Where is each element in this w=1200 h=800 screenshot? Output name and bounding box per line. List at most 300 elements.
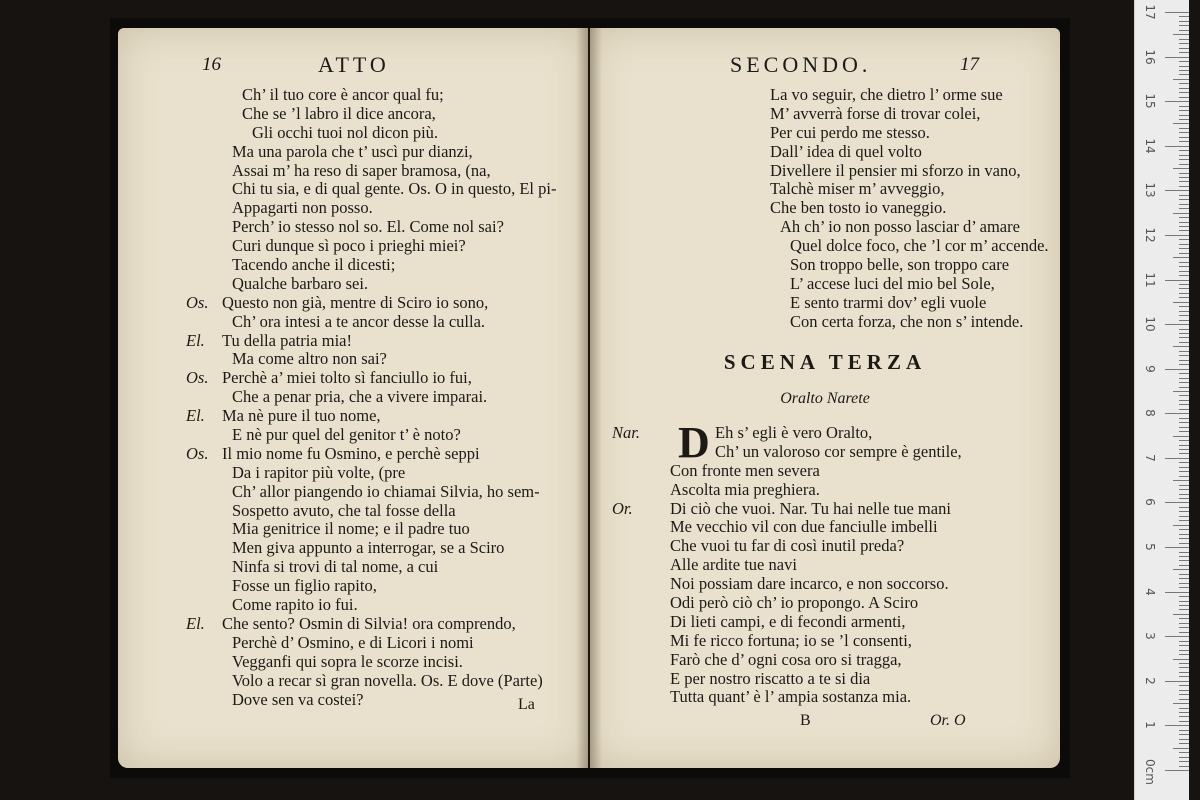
ruler-label: 3 [1143, 632, 1157, 641]
text-line [118, 237, 588, 256]
text-line [590, 632, 1060, 651]
verse-text: Divellere il pensier mi sforzo in vano, [770, 160, 1021, 180]
ruler-minor-tick [1179, 699, 1189, 700]
left-page [118, 28, 588, 768]
ruler-minor-tick [1179, 16, 1189, 17]
verse-text: Come rapito io fui. [232, 595, 358, 615]
ruler-minor-tick [1179, 739, 1189, 740]
verse-text: Fosse un figlio rapito, [232, 576, 377, 596]
ruler-tick [1165, 681, 1189, 682]
verse-text: E sento trarmi dov’ egli vuole [790, 292, 987, 312]
ruler-minor-tick [1179, 297, 1189, 298]
text-line [590, 124, 1060, 143]
ruler-tick [1165, 592, 1189, 593]
ruler-minor-tick [1179, 676, 1189, 677]
ruler-minor-tick [1179, 462, 1189, 463]
ruler-minor-tick [1179, 663, 1189, 664]
ruler-label: 12 [1143, 227, 1157, 243]
text-line [118, 313, 588, 332]
drop-cap: D [678, 418, 710, 467]
verse-text: Vegganfi qui sopra le scorze incisi. [232, 651, 463, 671]
ruler-label: 10 [1143, 316, 1157, 332]
open-book [110, 18, 1070, 778]
ruler-minor-tick [1179, 618, 1189, 619]
text-line [118, 218, 588, 237]
ruler-minor-tick [1179, 92, 1189, 93]
right-text-block-bottom [590, 424, 1060, 707]
ruler-label: 6 [1143, 498, 1157, 507]
ruler-minor-tick [1179, 30, 1189, 31]
verse-text: Noi possiam dare incarco, e non soccorso. [670, 574, 949, 594]
left-catchword: La [518, 696, 535, 713]
verse-text: Qualche barbaro sei. [232, 273, 369, 293]
ruler-minor-tick [1179, 222, 1189, 223]
text-line [590, 613, 1060, 632]
ruler-minor-tick [1179, 552, 1189, 553]
verse-text: M’ avverrà forse di trovar colei, [770, 103, 981, 123]
text-line [590, 556, 1060, 575]
ruler-tick [1165, 458, 1189, 459]
ruler-minor-tick [1179, 106, 1189, 107]
ruler-minor-tick [1179, 61, 1189, 62]
ruler-label: 5 [1143, 543, 1157, 551]
verse-text: Perchè a’ miei tolto sì fanciullo io fui, [222, 368, 472, 388]
ruler-minor-tick [1179, 507, 1189, 508]
ruler-minor-tick [1179, 284, 1189, 285]
text-line [590, 105, 1060, 124]
verse-text: Ch’ un valoroso cor sempre è gentile, [715, 441, 962, 461]
ruler-minor-tick [1179, 418, 1189, 419]
ruler-minor-tick [1179, 186, 1189, 187]
ruler-minor-tick [1179, 672, 1189, 673]
ruler-minor-tick [1179, 351, 1189, 352]
ruler-minor-tick [1179, 422, 1189, 423]
ruler-minor-tick [1179, 409, 1189, 410]
text-line [118, 483, 588, 502]
text-line [118, 653, 588, 672]
text-line [118, 520, 588, 539]
ruler-minor-tick [1179, 83, 1189, 84]
text-line [590, 575, 1060, 594]
ruler-minor-tick [1179, 244, 1189, 245]
ruler-minor-tick [1173, 480, 1189, 481]
verse-text: Ma nè pure il tuo nome, [222, 406, 381, 426]
speaker-label: Os. [186, 443, 209, 463]
text-line [118, 502, 588, 521]
text-line [590, 670, 1060, 689]
ruler-minor-tick [1179, 609, 1189, 610]
ruler-minor-tick [1179, 150, 1189, 151]
verse-text: Ah ch’ io non posso lasciar d’ amare [780, 217, 1020, 237]
verse-text: Per cui perdo me stesso. [770, 122, 930, 142]
ruler-minor-tick [1179, 516, 1189, 517]
ruler-minor-tick [1179, 529, 1189, 530]
ruler-minor-tick [1179, 605, 1189, 606]
left-page-number: 16 [202, 54, 221, 75]
text-line [590, 275, 1060, 294]
ruler-label: 1 [1143, 721, 1157, 730]
ruler-minor-tick [1173, 525, 1189, 526]
ruler-minor-tick [1179, 275, 1189, 276]
ruler-minor-tick [1179, 520, 1189, 521]
ruler-minor-tick [1179, 427, 1189, 428]
speaker-label: Or. [612, 498, 633, 518]
ruler-minor-tick [1179, 97, 1189, 98]
ruler-minor-tick [1173, 168, 1189, 169]
text-line [118, 275, 588, 294]
verse-text: Ascolta mia preghiera. [670, 479, 820, 499]
ruler-minor-tick [1179, 716, 1189, 717]
ruler-minor-tick [1179, 587, 1189, 588]
ruler-label: 17 [1143, 4, 1157, 20]
verse-text: E per nostro riscatto a te si dia [670, 668, 871, 688]
verse-text: Son troppo belle, son troppo care [790, 255, 1010, 275]
verse-text: Odi però ciò ch’ io propongo. A Sciro [670, 593, 919, 613]
verse-text: Mia genitrice il nome; e il padre tuo [232, 519, 470, 539]
ruler-minor-tick [1179, 43, 1189, 44]
ruler-minor-tick [1179, 560, 1189, 561]
ruler-minor-tick [1179, 177, 1189, 178]
verse-text: Ch’ il tuo core è ancor qual fu; [242, 85, 444, 104]
verse-text: Talchè miser m’ avveggio, [770, 179, 945, 199]
verse-text: Curi dunque sì poco i prieghi miei? [232, 236, 466, 256]
ruler-minor-tick [1179, 752, 1189, 753]
ruler-minor-tick [1179, 574, 1189, 575]
speaker-label: El. [186, 406, 205, 426]
ruler-minor-tick [1179, 266, 1189, 267]
verse-text: Che se ’l labro il dice ancora, [242, 103, 436, 123]
ruler-minor-tick [1179, 364, 1189, 365]
ruler-minor-tick [1179, 387, 1189, 388]
ruler-minor-tick [1179, 355, 1189, 356]
ruler-minor-tick [1179, 208, 1189, 209]
ruler-minor-tick [1179, 115, 1189, 116]
ruler-minor-tick [1179, 110, 1189, 111]
ruler-minor-tick [1179, 333, 1189, 334]
ruler-label: 7 [1143, 454, 1157, 462]
verse-text: Dall’ idea di quel volto [770, 141, 922, 161]
ruler-tick [1165, 502, 1189, 503]
ruler-tick [1165, 324, 1189, 325]
text-line [118, 332, 588, 351]
ruler-tick [1165, 235, 1189, 236]
ruler-label: 2 [1143, 676, 1157, 685]
right-page [590, 28, 1060, 768]
ruler-label: 9 [1143, 364, 1157, 373]
text-line [590, 594, 1060, 613]
ruler-minor-tick [1179, 431, 1189, 432]
ruler-minor-tick [1179, 66, 1189, 67]
ruler-minor-tick [1179, 445, 1189, 446]
ruler-minor-tick [1179, 708, 1189, 709]
ruler-minor-tick [1179, 578, 1189, 579]
verse-text: Ma una parola che t’ uscì pur dianzi, [232, 141, 473, 161]
ruler-minor-tick [1179, 685, 1189, 686]
ruler-minor-tick [1179, 650, 1189, 651]
right-page-number: 17 [960, 54, 979, 75]
ruler-minor-tick [1179, 654, 1189, 655]
ruler-tick [1165, 547, 1189, 548]
verse-text: Con certa forza, che non s’ intende. [790, 311, 1024, 331]
verse-text: Che a penar pria, che a vivere imparai. [232, 387, 488, 407]
speaker-label: Os. [186, 368, 209, 388]
ruler-minor-tick [1179, 730, 1189, 731]
ruler-minor-tick [1179, 342, 1189, 343]
verse-text: Quel dolce foco, che ’l cor m’ accende. [790, 236, 1049, 256]
ruler-minor-tick [1179, 596, 1189, 597]
ruler-minor-tick [1179, 632, 1189, 633]
ruler-minor-tick [1179, 378, 1189, 379]
ruler-minor-tick [1179, 25, 1189, 26]
text-line [118, 86, 588, 105]
ruler-minor-tick [1179, 556, 1189, 557]
ruler-minor-tick [1179, 382, 1189, 383]
text-line [590, 443, 1060, 462]
ruler-minor-tick [1173, 748, 1189, 749]
text-line [118, 180, 588, 199]
verse-text: Gli occhi tuoi nol dicon più. [252, 122, 439, 142]
text-line [118, 539, 588, 558]
verse-text: Appagarti non posso. [232, 198, 373, 218]
signature-mark: B [800, 712, 811, 729]
verse-text: Eh s’ egli è vero Oralto, [715, 423, 873, 442]
ruler-minor-tick [1179, 70, 1189, 71]
verse-text: Tacendo anche il dicesti; [232, 255, 396, 275]
text-line [590, 500, 1060, 519]
verse-text: Alle ardite tue navi [670, 555, 797, 575]
text-line [118, 577, 588, 596]
ruler-minor-tick [1179, 39, 1189, 40]
text-line [590, 294, 1060, 313]
ruler-minor-tick [1179, 667, 1189, 668]
ruler-minor-tick [1179, 543, 1189, 544]
ruler-label: 13 [1143, 182, 1157, 198]
ruler-minor-tick [1173, 614, 1189, 615]
ruler-minor-tick [1179, 498, 1189, 499]
verse-text: Da i rapitor più volte, (pre [232, 462, 406, 482]
ruler-minor-tick [1179, 494, 1189, 495]
ruler-minor-tick [1179, 52, 1189, 53]
ruler-tick [1165, 413, 1189, 414]
text-line [118, 407, 588, 426]
ruler-minor-tick [1179, 360, 1189, 361]
ruler-minor-tick [1173, 213, 1189, 214]
text-line [118, 445, 588, 464]
verse-text: Chi tu sia, e di qual gente. Os. O in questo, El pi- [232, 179, 557, 199]
ruler-minor-tick [1179, 404, 1189, 405]
ruler-minor-tick [1179, 155, 1189, 156]
verse-text: Me vecchio vil con due fanciulle imbelli [670, 517, 938, 537]
verse-text: Il mio nome fu Osmino, e perchè seppi [222, 443, 480, 463]
ruler-minor-tick [1179, 48, 1189, 49]
verse-text: Tutta quant’ è l’ ampia sostanza mia. [670, 687, 912, 707]
right-running-header: SECONDO. [730, 52, 872, 77]
ruler-minor-tick [1179, 88, 1189, 89]
ruler-minor-tick [1179, 329, 1189, 330]
ruler-minor-tick [1179, 395, 1189, 396]
ruler-minor-tick [1179, 288, 1189, 289]
ruler-minor-tick [1179, 627, 1189, 628]
ruler-minor-tick [1179, 306, 1189, 307]
ruler-minor-tick [1179, 199, 1189, 200]
ruler-minor-tick [1179, 471, 1189, 472]
ruler-minor-tick [1179, 204, 1189, 205]
ruler-minor-tick [1179, 511, 1189, 512]
scene-title: SCENA TERZA [723, 350, 927, 374]
ruler-minor-tick [1179, 164, 1189, 165]
ruler-minor-tick [1173, 703, 1189, 704]
ruler-minor-tick [1173, 659, 1189, 660]
ruler-minor-tick [1179, 761, 1189, 762]
ruler-minor-tick [1179, 583, 1189, 584]
text-line [590, 313, 1060, 332]
verse-text: Sospetto avuto, che tal fosse della [232, 500, 456, 520]
text-line [118, 464, 588, 483]
verse-text: E nè pur quel del genitor t’ è noto? [232, 425, 461, 445]
text-line [118, 162, 588, 181]
ruler-minor-tick [1179, 74, 1189, 75]
ruler-label: 0cm [1143, 759, 1157, 785]
verse-text: Assai m’ ha reso di saper bramosa, (na, [232, 160, 491, 180]
ruler-minor-tick [1179, 538, 1189, 539]
verse-text: Di lieti campi, e di fecondi armenti, [670, 611, 906, 631]
text-line [118, 143, 588, 162]
text-line [590, 424, 1060, 443]
ruler-minor-tick [1179, 132, 1189, 133]
text-line [590, 518, 1060, 537]
text-line [118, 124, 588, 143]
verse-text: Perch’ io stesso nol so. El. Come nol sai? [232, 217, 504, 237]
ruler-minor-tick [1179, 173, 1189, 174]
ruler-minor-tick [1173, 391, 1189, 392]
text-line [590, 237, 1060, 256]
verse-text: L’ accese luci del mio bel Sole, [790, 273, 995, 293]
ruler-minor-tick [1179, 217, 1189, 218]
text-line [590, 143, 1060, 162]
right-text-block-top [590, 86, 1060, 332]
ruler-minor-tick [1173, 302, 1189, 303]
ruler-minor-tick [1179, 467, 1189, 468]
ruler-minor-tick [1179, 119, 1189, 120]
ruler-minor-tick [1179, 181, 1189, 182]
ruler-minor-tick [1173, 346, 1189, 347]
text-line [590, 651, 1060, 670]
ruler-tick [1165, 57, 1189, 58]
speaker-label: Os. [186, 292, 209, 312]
text-line [590, 180, 1060, 199]
ruler-tick [1165, 369, 1189, 370]
ruler-minor-tick [1173, 34, 1189, 35]
ruler-minor-tick [1179, 400, 1189, 401]
text-line [590, 688, 1060, 707]
text-line [590, 537, 1060, 556]
ruler-minor-tick [1173, 123, 1189, 124]
text-line [118, 615, 588, 634]
ruler-label: 14 [1143, 138, 1157, 154]
ruler-minor-tick [1179, 712, 1189, 713]
ruler-minor-tick [1179, 262, 1189, 263]
text-line [118, 350, 588, 369]
ruler-minor-tick [1173, 79, 1189, 80]
ruler-minor-tick [1179, 248, 1189, 249]
verse-text: Con fronte men severa [670, 460, 820, 480]
ruler-label: 4 [1143, 587, 1157, 596]
ruler-tick [1165, 636, 1189, 637]
text-line [118, 256, 588, 275]
ruler-minor-tick [1179, 230, 1189, 231]
verse-text: La vo seguir, che dietro l’ orme sue [770, 85, 1003, 104]
ruler-label: 16 [1143, 48, 1157, 65]
verse-text: Questo non già, mentre di Sciro io sono, [222, 292, 489, 312]
scene-characters: Oralto Narete [780, 390, 870, 407]
ruler-tick [1165, 190, 1189, 191]
verse-text: Di ciò che vuoi. Nar. Tu hai nelle tue mani [670, 498, 951, 518]
ruler-minor-tick [1179, 320, 1189, 321]
verse-text: Mi fe ricco fortuna; io se ’l consenti, [670, 630, 912, 650]
text-line [118, 369, 588, 388]
ruler-minor-tick [1179, 373, 1189, 374]
ruler-minor-tick [1173, 569, 1189, 570]
text-line [590, 481, 1060, 500]
verse-text: Perchè d’ Osmino, e di Licori i nomi [232, 632, 474, 652]
text-line [118, 294, 588, 313]
ruler-minor-tick [1179, 690, 1189, 691]
ruler-tick [1165, 280, 1189, 281]
right-catchword: Or. O [930, 712, 966, 729]
ruler-minor-tick [1179, 293, 1189, 294]
verse-text: Volo a recar sì gran novella. Os. E dove (Parte) [232, 670, 543, 690]
ruler-label: 15 [1143, 93, 1157, 109]
ruler-minor-tick [1179, 311, 1189, 312]
ruler-minor-tick [1179, 476, 1189, 477]
text-line [590, 86, 1060, 105]
ruler-minor-tick [1179, 645, 1189, 646]
ruler-tick [1165, 12, 1189, 13]
ruler-minor-tick [1179, 565, 1189, 566]
text-line [118, 388, 588, 407]
ruler-minor-tick [1179, 128, 1189, 129]
ruler-minor-tick [1179, 141, 1189, 142]
ruler-label: 8 [1143, 409, 1157, 418]
text-line [118, 558, 588, 577]
ruler-minor-tick [1179, 253, 1189, 254]
verse-text: Dove sen va costei? [232, 689, 364, 709]
ruler-minor-tick [1179, 721, 1189, 722]
verse-text: Farò che d’ ogni cosa oro si tragga, [670, 649, 902, 669]
ruler-minor-tick [1179, 453, 1189, 454]
ruler-minor-tick [1179, 485, 1189, 486]
ruler-minor-tick [1173, 436, 1189, 437]
measuring-ruler [1134, 0, 1189, 800]
speaker-label: El. [186, 613, 205, 633]
text-line [118, 634, 588, 653]
ruler-minor-tick [1179, 21, 1189, 22]
ruler-minor-tick [1179, 440, 1189, 441]
left-text-block [118, 86, 588, 709]
text-line [590, 199, 1060, 218]
text-line [118, 105, 588, 124]
text-line [590, 162, 1060, 181]
verse-text: Tu della patria mia! [222, 330, 352, 350]
ruler-tick [1165, 146, 1189, 147]
ruler-minor-tick [1179, 449, 1189, 450]
ruler-tick [1165, 725, 1189, 726]
ruler-minor-tick [1179, 601, 1189, 602]
ruler-minor-tick [1179, 159, 1189, 160]
ruler-minor-tick [1179, 239, 1189, 240]
verse-text: Ma come altro non sai? [232, 349, 387, 369]
ruler-minor-tick [1173, 257, 1189, 258]
